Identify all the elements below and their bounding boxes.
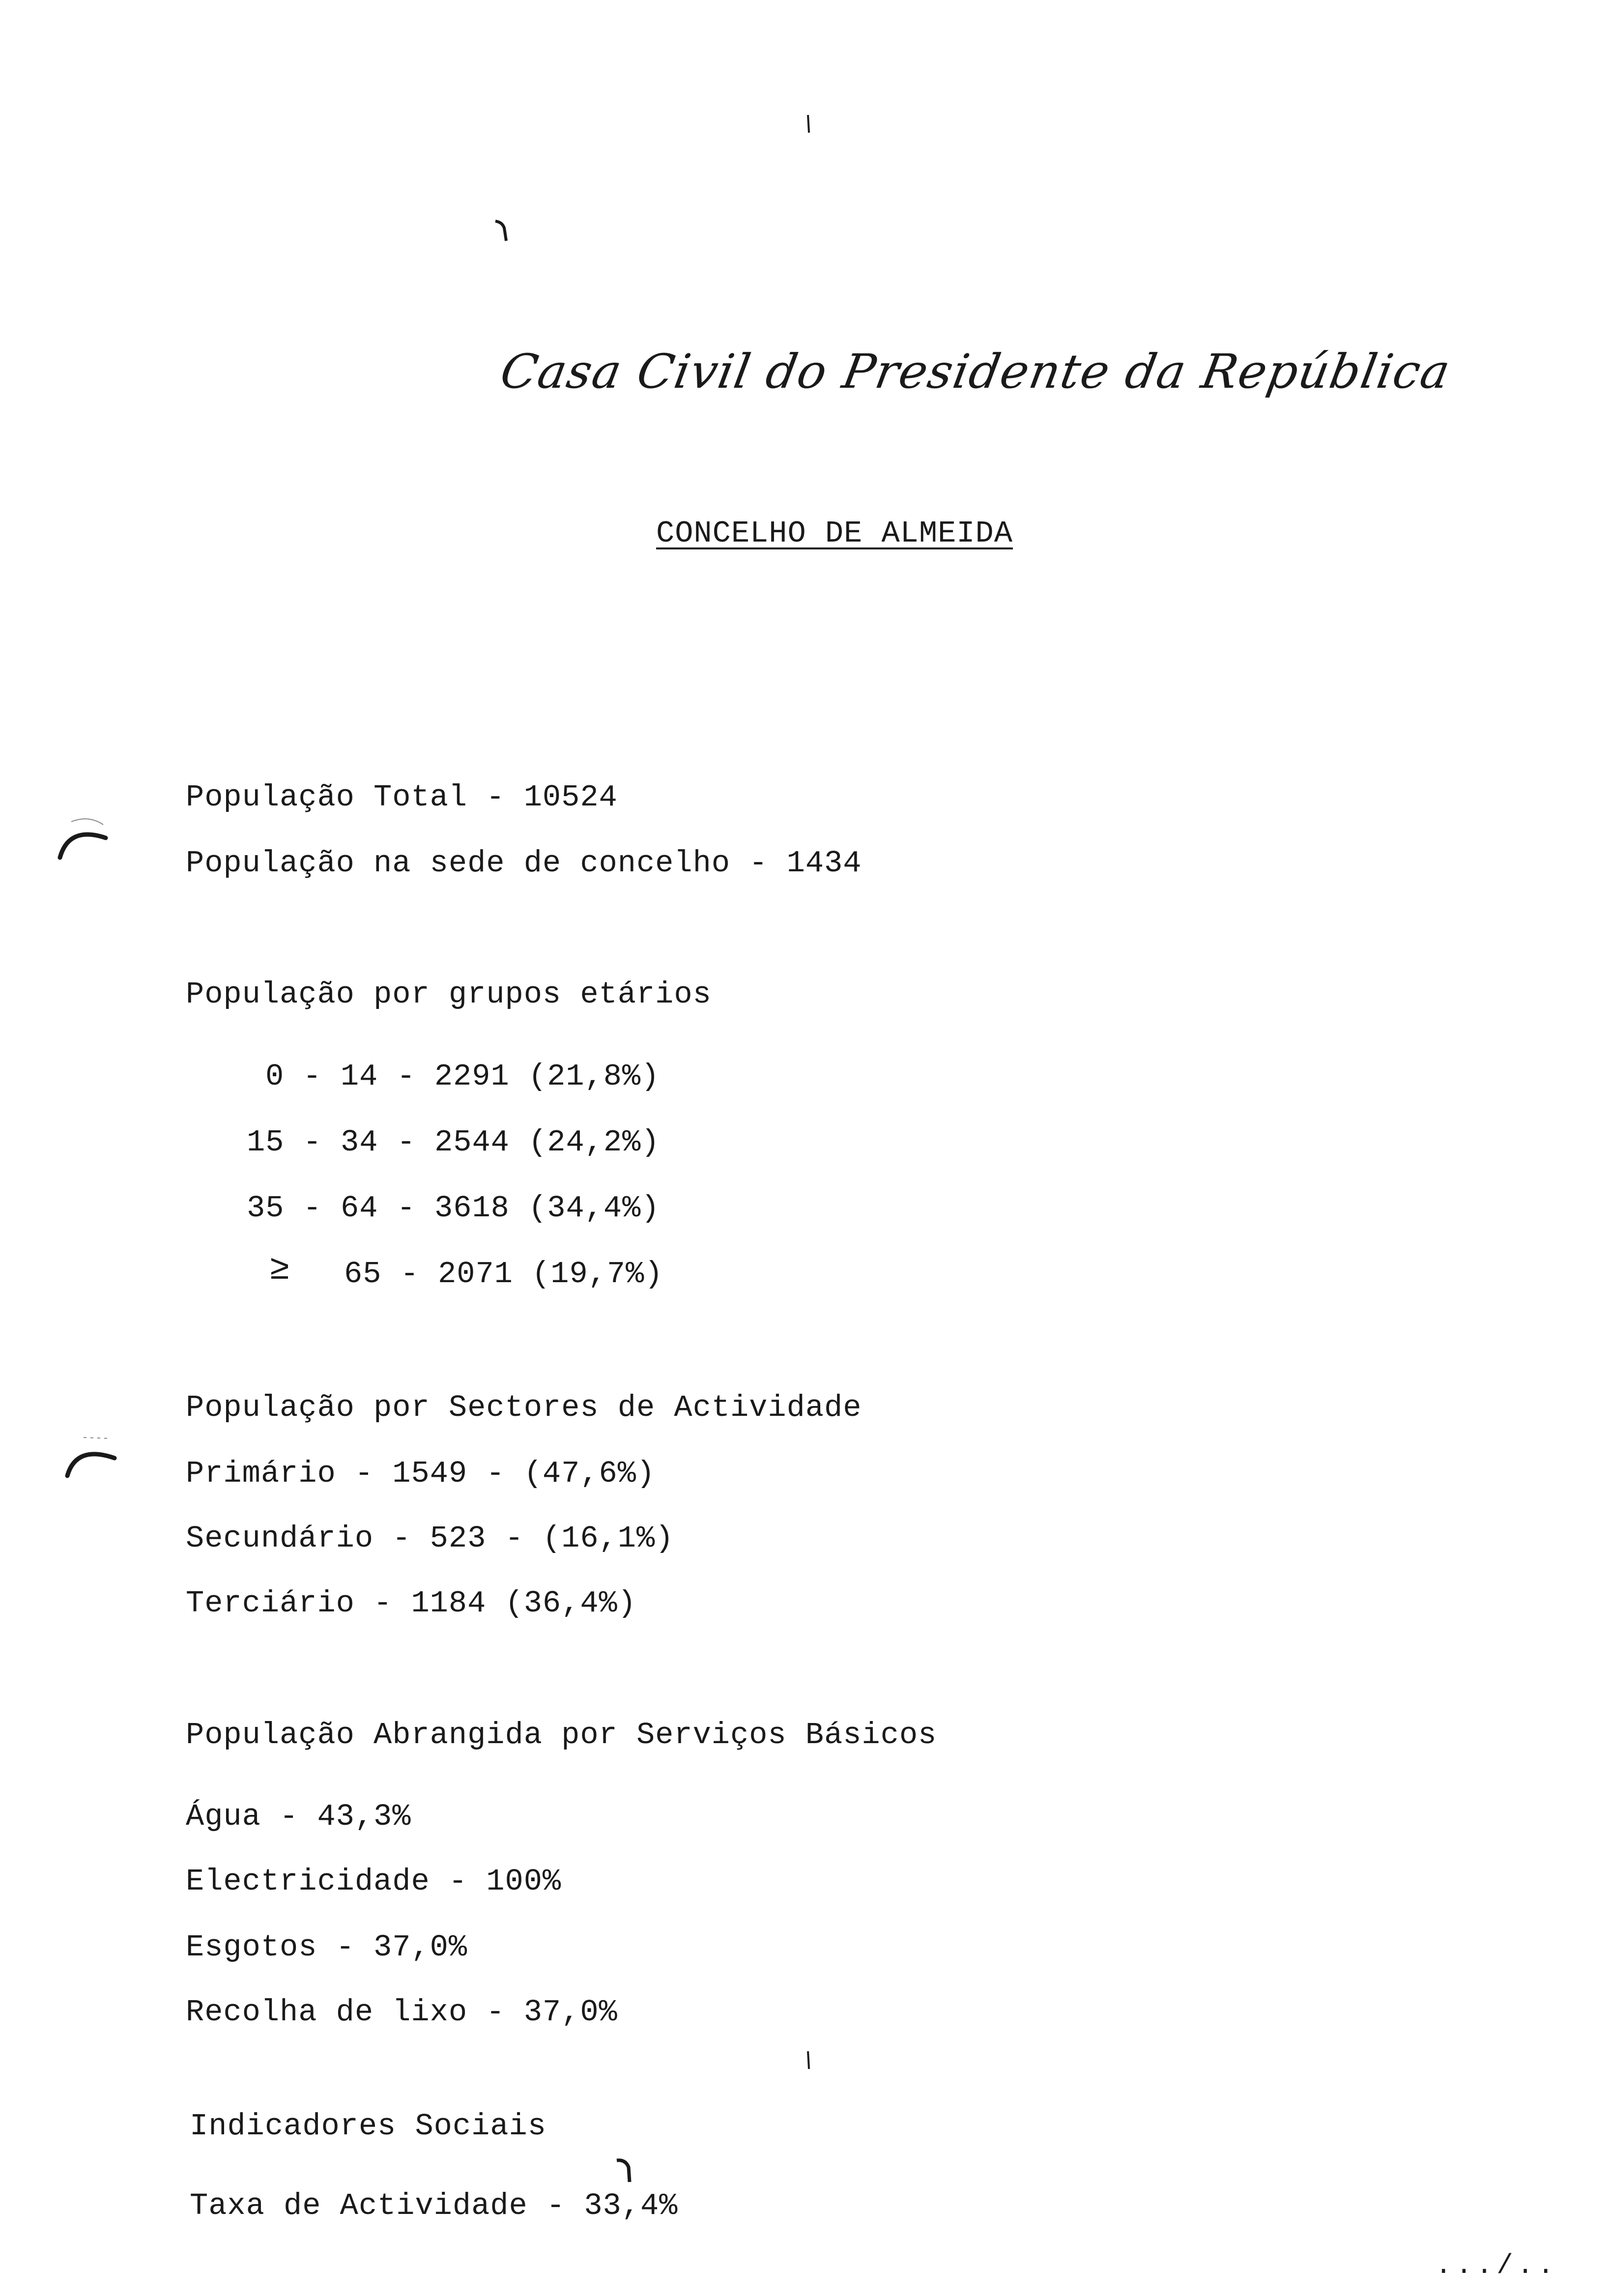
social-row: Taxa de Actividade - 33,4%: [190, 2188, 678, 2223]
greater-equal-mark: ≥: [269, 1251, 291, 1290]
page-title: CONCELHO DE ALMEIDA: [656, 516, 1013, 551]
continued-marker: .../..: [1435, 2250, 1558, 2281]
age-group-row: 65 - 2071 (19,7%): [344, 1257, 663, 1292]
sector-row: Secundário - 523 - (16,1%): [186, 1521, 674, 1556]
age-group-row: 0 - 14 - 2291 (21,8%): [265, 1059, 660, 1094]
services-heading: População Abrangida por Serviços Básicos: [186, 1718, 937, 1752]
punch-hole-mark: [54, 811, 113, 865]
population-seat: População na sede de concelho - 1434: [186, 846, 862, 881]
sector-row: Terciário - 1184 (36,4%): [186, 1586, 636, 1621]
age-group-row: 35 - 64 - 3618 (34,4%): [247, 1191, 660, 1226]
sector-row: Primário - 1549 - (47,6%): [186, 1456, 656, 1491]
speck-mark: [612, 2156, 636, 2186]
social-heading: Indicadores Sociais: [190, 2109, 547, 2144]
service-row: Electricidade - 100%: [186, 1864, 562, 1899]
service-row: Esgotos - 37,0%: [186, 1930, 468, 1965]
service-row: Recolha de lixo - 37,0%: [186, 1995, 618, 2030]
speck-mark: [804, 113, 814, 138]
sectors-heading: População por Sectores de Actividade: [186, 1390, 862, 1425]
speck-mark: [491, 216, 511, 251]
age-group-row: 15 - 34 - 2544 (24,2%): [247, 1125, 660, 1160]
service-row: Água - 43,3%: [186, 1799, 411, 1834]
punch-hole-mark: [61, 1428, 120, 1482]
age-groups-heading: População por grupos etários: [186, 977, 712, 1012]
population-total: População Total - 10524: [186, 780, 618, 815]
speck-mark: [804, 2049, 814, 2074]
letterhead: Casa Civil do Presidente da República: [496, 344, 1455, 399]
